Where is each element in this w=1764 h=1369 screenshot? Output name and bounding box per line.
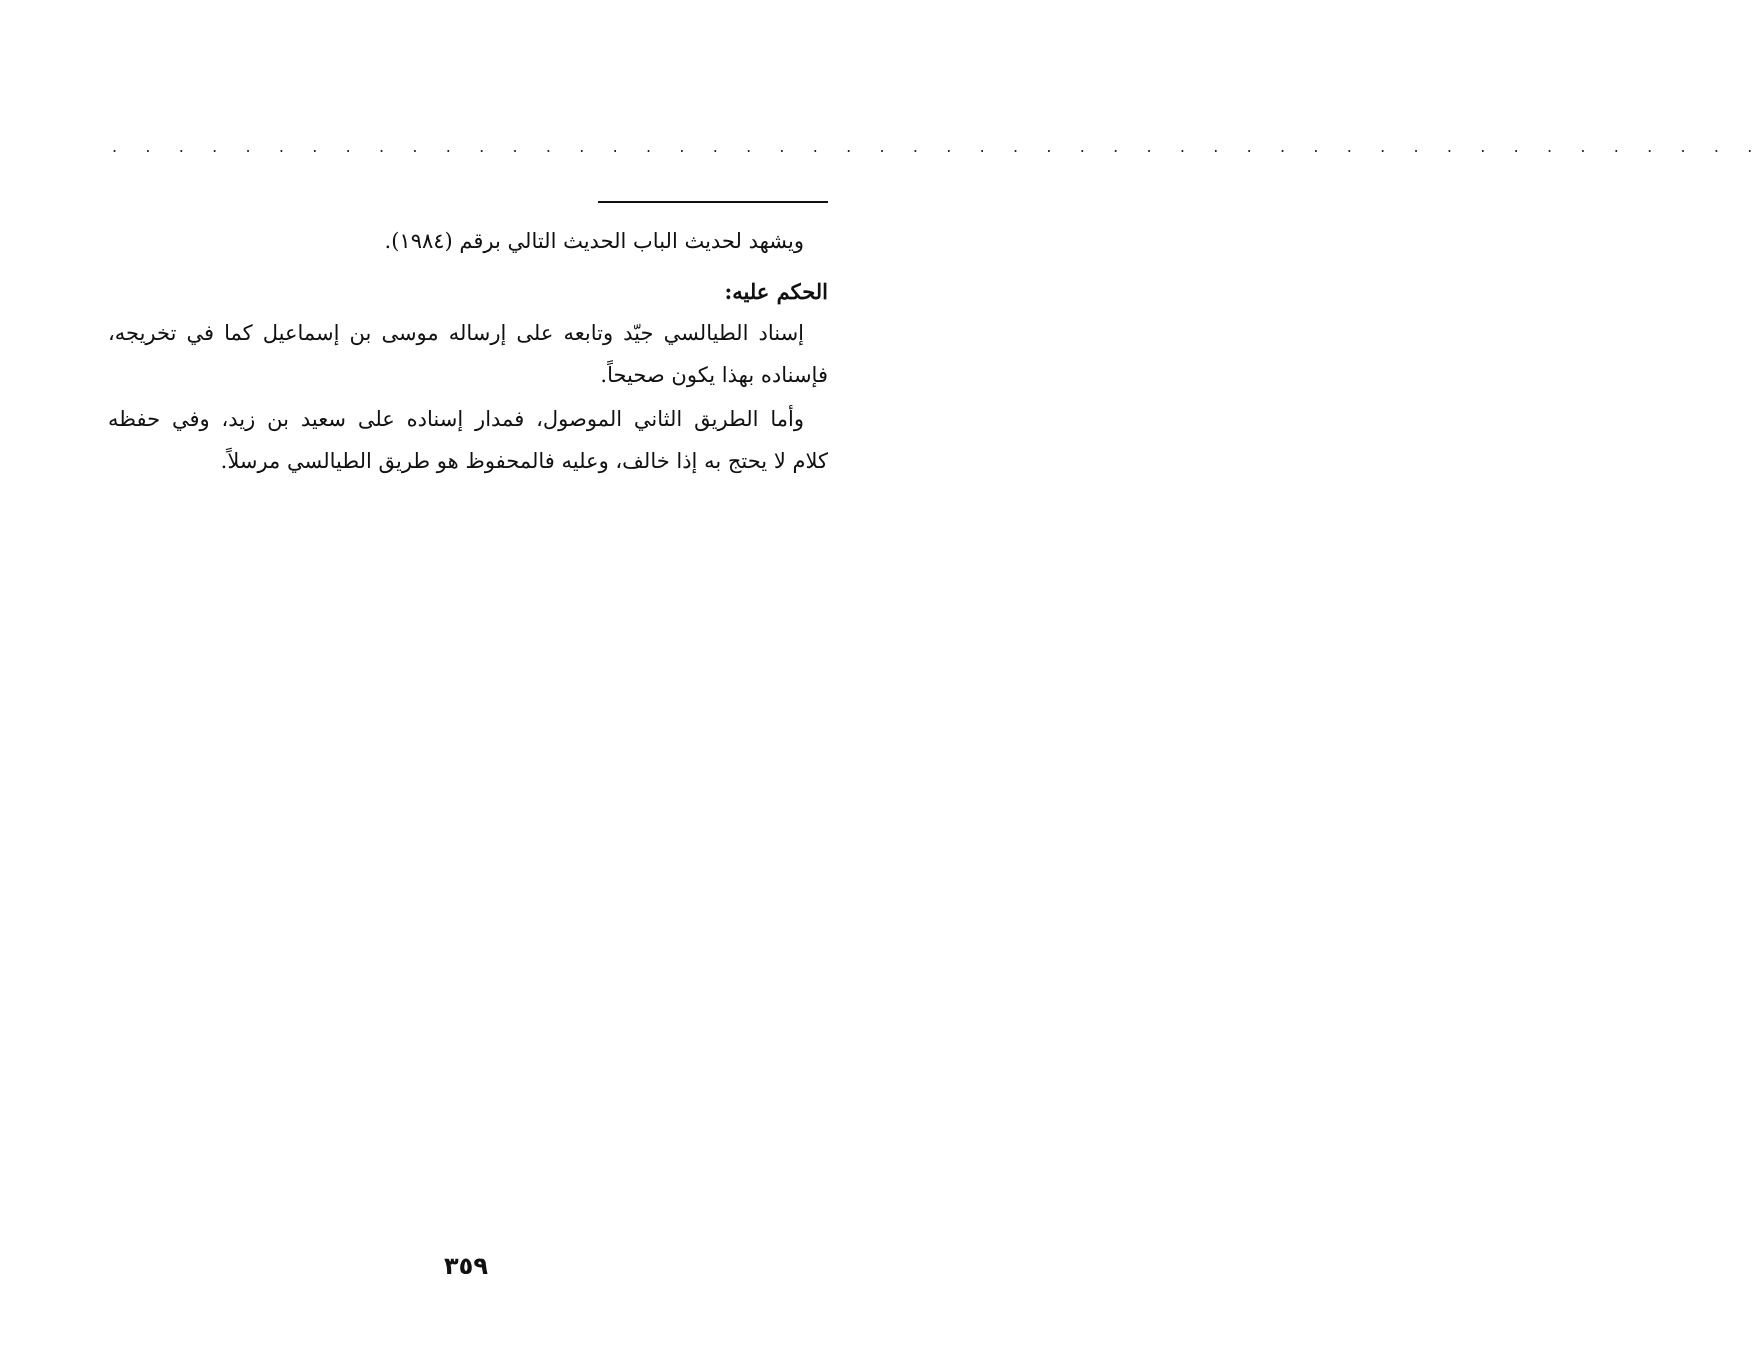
paragraph-line: فإسناده بهذا يكون صحيحاً. <box>600 363 828 387</box>
paragraph-line: وأما الطريق الثاني الموصول، فمدار إسناده على سعيد بن زيد، وفي حفظه <box>108 407 804 431</box>
footnote-rule <box>598 201 828 203</box>
paragraph-second-path <box>108 398 828 482</box>
intro-line: ويشهد لحديث الباب الحديث التالي برقم (١٩٨٤). <box>384 229 804 253</box>
section-heading: الحكم عليه: <box>724 279 828 304</box>
dotted-separator: . . . . . . . . . . . . . . . . . . . . . . . . . . . . . . . . . . . . . . . . . . . . . . . . . . <box>112 137 1764 156</box>
page-number: ٣٥٩ <box>444 1252 488 1280</box>
paragraph-ruling <box>108 312 828 396</box>
paragraph-line: كلام لا يحتج به إذا خالف، وعليه فالمحفوظ هو طريق الطيالسي مرسلاً. <box>220 449 828 473</box>
paragraph-line: إسناد الطيالسي جيّد وتابعه على إرساله موسى بن إسماعيل كما في تخريجه، <box>108 321 804 345</box>
